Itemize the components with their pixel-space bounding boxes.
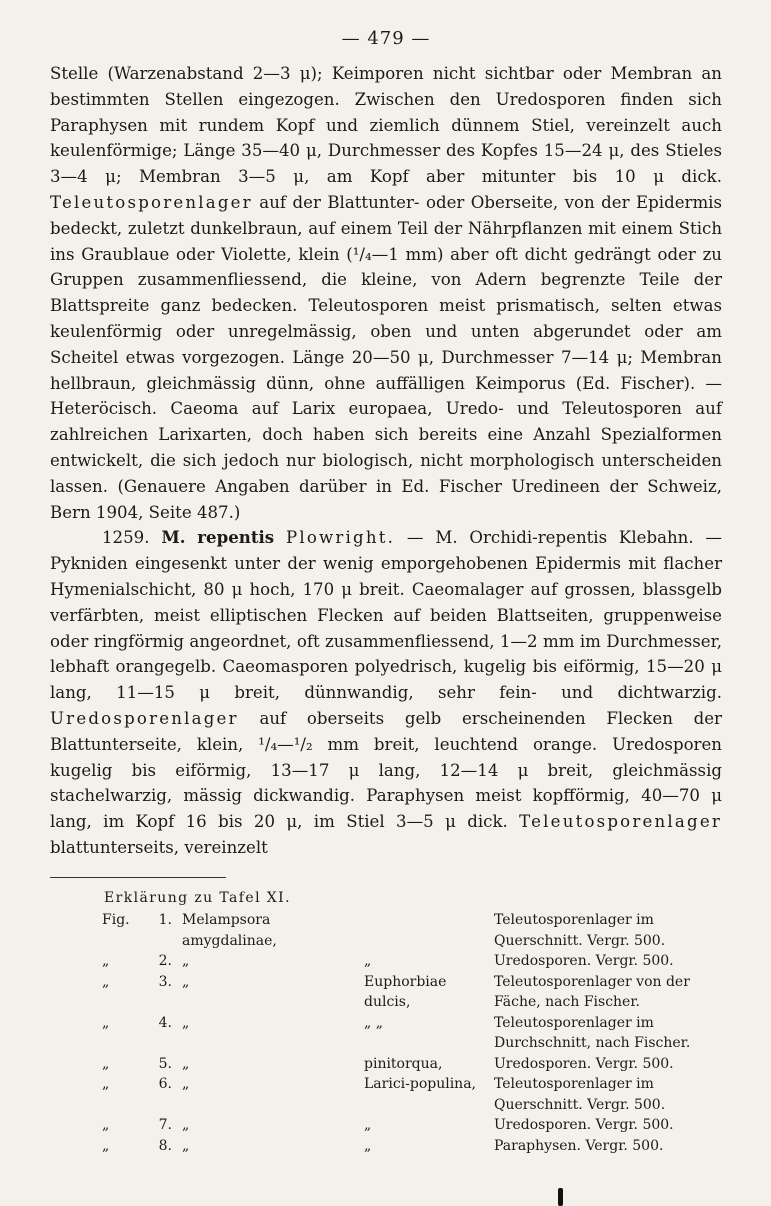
figure-genus: „ <box>182 973 190 990</box>
figure-label: „ <box>102 1076 110 1093</box>
figure-label: „ <box>102 953 110 970</box>
figure-description: Paraphysen. Vergr. 500. <box>494 1137 664 1154</box>
figure-row <box>50 1074 722 1115</box>
page <box>50 28 722 1178</box>
caption-title: Erklärung zu Tafel XI. <box>104 889 291 906</box>
figure-species: „ „ <box>364 1014 383 1031</box>
figure-description: Teleutosporenlager im Durchschnitt, nach Fischer. <box>494 1014 691 1052</box>
figure-description: Uredosporen. Vergr. 500. <box>494 953 674 970</box>
figure-label: „ <box>102 1014 110 1031</box>
figure-list <box>50 910 722 1156</box>
term-uredosporenlager: Uredosporenlager <box>50 708 239 728</box>
figure-genus: „ <box>182 1117 190 1134</box>
figure-species: „ <box>364 953 372 970</box>
figure-row <box>50 1115 722 1136</box>
figure-row <box>50 1136 722 1157</box>
figure-description: Uredosporen. Vergr. 500. <box>494 1055 674 1072</box>
term-teleutosporenlager-2: Teleutosporenlager <box>519 812 722 832</box>
figure-number: 4. <box>158 1014 172 1031</box>
species-name: repentis <box>197 527 275 548</box>
figure-label: „ <box>102 973 110 990</box>
paragraph2-text-b: auf oberseits gelb erscheinenden Flecken der Blattunterseite, klein, ¹/₄—¹/₂ mm breit, leuchtend orange. Uredosporen kugelig bis eiförmig, 13—17 μ lang, 12—14 μ breit, gleichmässig stachelwarzig, mässig dickwandig. Paraphysen meist kopfförmig, 40—70 μ lang, im Kopf 16 bis 20 μ, im Stiel 3—5 μ dick. <box>50 708 722 832</box>
figure-number: 3. <box>158 973 172 990</box>
figure-label: „ <box>102 1117 110 1134</box>
figure-genus: „ <box>182 1076 190 1093</box>
figure-species: „ <box>364 1117 372 1134</box>
figure-number: 2. <box>158 953 172 970</box>
caption-divider <box>50 877 226 878</box>
genus-abbrev: M. <box>161 527 186 548</box>
page-number: — 479 — <box>341 28 431 49</box>
figure-genus: „ <box>182 1137 190 1154</box>
ink-smudge <box>558 1188 563 1206</box>
figure-row <box>50 972 722 1013</box>
figure-number: 8. <box>158 1137 172 1154</box>
figure-label: „ <box>102 1137 110 1154</box>
plate-caption <box>50 888 722 1157</box>
figure-row <box>50 910 722 951</box>
figure-genus: Melampsora amygdalinae, <box>182 912 277 949</box>
figure-label: „ <box>102 1055 110 1072</box>
figure-species: pinitorqua, <box>364 1055 443 1072</box>
species-number: 1259. <box>102 528 150 548</box>
term-teleutosporenlager: Teleutosporenlager <box>50 192 253 212</box>
paragraph1-text-a: Stelle (Warzenabstand 2—3 μ); Keimporen nicht sichtbar oder Membran an bestimmten Stellen eingezogen. Zwischen den Uredosporen finden sich Paraphysen mit rundem Kopf und ziemlich dünnem Stiel, vereinzelt auch keulenförmige; Länge 35—40 μ, Durchmesser des Kopfes 15—24 μ, des Stieles 3—4 μ; Membran 3—5 μ, am Kopf aber mitunter bis 10 μ dick. <box>50 64 722 187</box>
figure-row <box>50 951 722 972</box>
paragraph2-text-a: — M. Orchidi-repentis Klebahn. — Pykniden eingesenkt unter der wenig emporgehobenen Epidermis mit flacher Hymenialschicht, 80 μ hoch, 170 μ breit. Caeomalager auf grossen, blassgelb verfärbten, meist elliptischen Flecken auf beiden Blattseiten, gruppenweise oder ringförmig angeordnet, oft zusammenfliessend, 1—2 mm im Durchmesser, lebhaft orangegelb. Caeomasporen polyedrisch, kugelig bis eiförmig, 15—20 μ lang, 11—15 μ breit, dünnwandig, sehr fein- und dichtwarzig. <box>50 528 723 703</box>
figure-species: Larici-populina, <box>364 1076 476 1093</box>
figure-number: 7. <box>158 1117 172 1134</box>
figure-genus: „ <box>182 1055 190 1072</box>
figure-number: 6. <box>158 1076 172 1093</box>
figure-species: Euphorbiae dulcis, <box>364 973 447 1011</box>
paragraph-melampsora-continued <box>50 61 722 525</box>
figure-species: „ <box>364 1137 372 1154</box>
figure-description: Teleutosporenlager im Querschnitt. Vergr. 500. <box>494 1076 666 1113</box>
body-text <box>50 61 722 861</box>
figure-row <box>50 1013 722 1054</box>
figure-row <box>50 1054 722 1075</box>
figure-label: Fig. <box>102 912 130 929</box>
figure-description: Teleutosporenlager im Querschnitt. Vergr. 500. <box>494 912 666 949</box>
figure-description: Uredosporen. Vergr. 500. <box>494 1117 674 1134</box>
figure-genus: „ <box>182 953 190 970</box>
paragraph-species-1259 <box>50 525 722 860</box>
figure-number: 1. <box>158 912 172 929</box>
figure-genus: „ <box>182 1014 190 1031</box>
figure-number: 5. <box>158 1055 172 1072</box>
paragraph2-text-c: blattunterseits, vereinzelt <box>50 837 268 857</box>
paragraph1-text-b: auf der Blattunter- oder Oberseite, von der Epidermis bedeckt, zuletzt dunkelbraun, auf einem Teil der Nährpflanzen mit einem Stich ins Graublaue oder Violette, klein (¹/₄—1 mm) aber oft dicht gedrängt oder zu Gruppen zusammenfliessend, die kleine, von Adern begrenzte Teile der Blattspreite ganz bedecken. Teleutosporen meist prismatisch, selten etwas keulenförmig oder unregelmässig, oben und unten abgerundet oder am Scheitel etwas vorgezogen. Länge 20—50 μ, Durchmesser 7—14 μ; Membran hellbraun, gleichmässig dünn, ohne auffälligen Keimporus (Ed. Fischer). — Heteröcisch. Caeoma auf Larix europaea, Uredo- und Teleutosporen auf zahlreichen Larixarten, doch haben sich bereits eine Anzahl Spezialformen entwickelt, die sich jedoch nur biologisch, nicht morphologisch unterscheiden lassen. (Genauere Angaben darüber in Ed. Fischer Uredineen der Schweiz, Bern 1904, Seite 487.) <box>50 192 722 522</box>
species-author: Plowright. <box>285 528 396 548</box>
figure-description: Teleutosporenlager von der Fäche, nach Fischer. <box>494 973 690 1011</box>
